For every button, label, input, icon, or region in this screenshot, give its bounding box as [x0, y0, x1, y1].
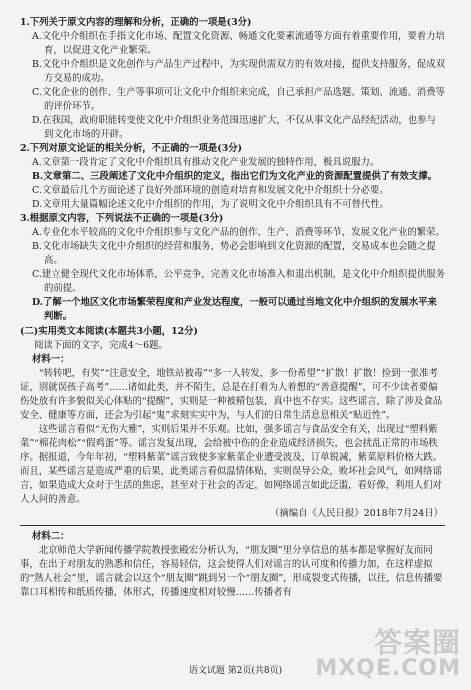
question-1-stem: 1.下列关于原文内容的理解和分析，正确的一项是(3分) — [20, 17, 252, 28]
material-2-paragraph-1: 北京师范大学新闻传播学院教授张殿宏分析认为，“朋友圈”里分享信息的基本都是掌握好友而同事，在出于对朋友的熟悉和信任，容易轻信，这会使得人们对谣言的认可度和传播力加，在这样虚拟的“熟人社会”里，谣言就会以这个“朋友圈”跳到另一个“朋友圈”，形成裂变式传播，以往，信息传播要靠口耳相传和纸质传播，体形式，传播速度相对较慢……传播者有 — [20, 545, 443, 598]
question-3-stem: 3.根据原文内容，下列说法不正确的一项是(3分) — [20, 213, 224, 224]
material-1-title: 材料一： — [32, 354, 70, 365]
question-3-option-a: A.专业化水平较高的文化中介组织参与文化产品的创作、生产、消费等环节，发展文化产业的繁荣。 — [32, 227, 445, 238]
question-1-option-d: D.在我国，政府职能转变使文化中介组织业务范围迅速扩大，不仅从事文化产品经纪活动，也参与到文化市场的开辟。 — [32, 115, 436, 140]
watermark-bottom: MXQE.COM — [315, 656, 461, 681]
question-1-option-b: B.文化中介组织是文化创作与产品生产过程中，为实现供需双方的有效对接，提供支持服务，促成双方交易的成功。 — [32, 59, 445, 84]
question-1-option-c: C.文化企业的创作、生产等事项可让文化中介组织来完成，自己承担产品选题、策划、流通、消费等的评价环节。 — [32, 87, 445, 112]
question-3 — [20, 212, 445, 324]
question-3-option-b: B.文化市场缺失文化中介组织的经营和服务，势必会影响到文化资源的配置，交易成本也会随之提高。 — [32, 241, 436, 266]
watermark-top: 答案圈 — [373, 626, 461, 659]
question-2-option-a: A.文章第一段肯定了文化中介组织具有推动文化产业发展的独特作用，极具说服力。 — [32, 157, 380, 168]
question-2-option-b: B.文章第二、三段阐述了文化中介组织的定义，指出它们为文化产业的资源配置提供了有效支撑。 — [32, 171, 437, 182]
divider — [20, 525, 445, 526]
question-2 — [20, 142, 445, 212]
material-1-source: （摘编自《人民日报》2018年7月24日） — [269, 508, 443, 519]
question-1 — [20, 16, 445, 142]
material-2-title: 材料二： — [32, 531, 70, 542]
page-footer: 语文试题 第2页(共8页) — [188, 666, 283, 676]
question-2-option-d: D.文章用大量篇幅论述文化中介组织的作用，为了说明文化中介组织具有不可替代性。 — [32, 199, 390, 210]
material-1-paragraph-1: “转转吧，有奖”“注意安全，地铁站被毒”“多一人转发，多一份希望”“扩散！扩散！捡到一张准考证，别就误孩子高考”……诸如此类，并不陌生，总是在打着为人着想的“善意提醒”，可不少读者要偏伤处放有许多貌似关心体贴的“提醒”，实则是一种被精包装，真中也不存实。这些谣言，除了涉及食品安全、健康等方面，还会为引起“鬼”求刻实实中为，与人们的日常生活息息相关“贴近性”。 — [20, 368, 443, 421]
section-2-instruction: 阅读下面的文字，完成4～6题。 — [34, 340, 168, 351]
section-2-heading: (二)实用类文本阅读(本题共3小题，12分) — [20, 326, 198, 337]
watermark-logo — [315, 626, 461, 682]
question-2-option-c: C.文章最后几个方面论述了良好外部环境的创造对培育和发展文化中介组织十分必要。 — [32, 185, 389, 196]
question-3-option-c: C.建立健全现代文化市场体系，公平竞争，完善文化市场准入和退出机制，是文化中介组织提供服务的前提。 — [32, 269, 445, 294]
question-3-option-d: D.了解一个地区文化市场繁荣程度和产业发达程度，一般可以通过当地文化中介组织的发展水平来判断。 — [32, 297, 437, 322]
material-1-paragraph-2: 这些谣言看似“无伤大雅”，实则后果并不乐观。比如，强多谣言与食品安全有关，出现过“塑料紫菜”“棉花肉松”“假鸡蛋”等。谣言发复出现，会给被中伤的企业造成经济损失，也会扰乱正常的市场秩序。据报道，今年年初，“塑料紫菜”谣言致使多家紫菜企业遭受波及，订单锐减，紫菜原料价格大跌。而且，某些谣言是造成严重的后果，此类谣言看似温情体贴，实则误导公众，败坏社会风气，如网络谣言，如果造成大众对于生活的焦虑，甚至对于社会的否定，如网络谣言如此泛滥，看好像，利用人们对人人问的善意。 — [20, 424, 443, 505]
question-1-option-a: A.文化中介组织在手指文化市场、配置文化资源、畅通文化要素流通等方面有着重要作用，要着力培育，以促进文化产业繁荣。 — [32, 31, 445, 56]
question-2-stem: 2.下列对原文论证的相关分析，不正确的一项是(3分) — [20, 143, 243, 154]
